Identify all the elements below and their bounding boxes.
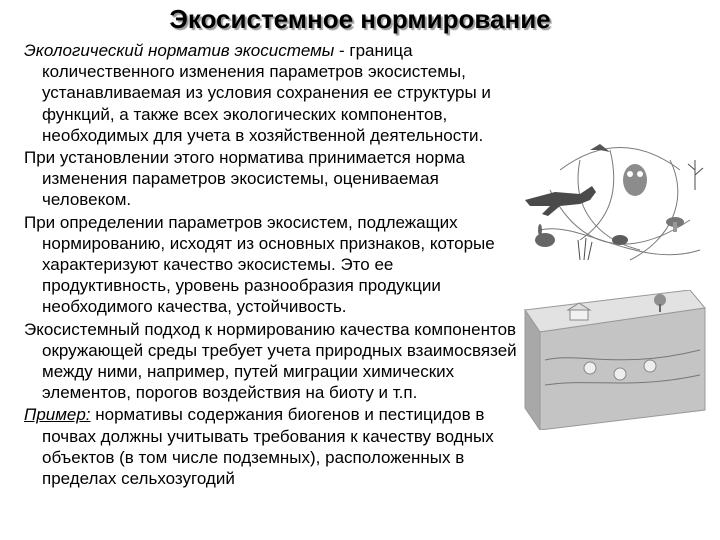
paragraph-example (24, 404, 524, 489)
paragraph-norm: При установлении этого норматива принимается норма изменения параметров экосистемы, оцениваемая человеком. (24, 148, 465, 210)
slide-body (24, 40, 524, 490)
example-text: нормативы содержания биогенов и пестицидов в почвах должны учитывать требования к качеству водных объектов (в том числе подземных), расположенных в пределах сельхозугодий (42, 405, 494, 489)
bird-icon (590, 144, 610, 152)
soil-water-block-illustration (470, 290, 710, 430)
mouse-icon (612, 235, 628, 245)
paragraph-parameters: При определении параметров экосистем, подлежащих нормированию, исходят из основных признаков, которые характеризуют качество экосистемы. Это ее продуктивность, уровень разнообразия продукции необходимого качества, устойчивость. (24, 212, 495, 317)
example-label: Пример: (24, 405, 91, 425)
definition-term: Экологический норматив экосистемы (24, 41, 335, 60)
owl-icon (623, 164, 647, 196)
paragraph-definition (24, 40, 524, 146)
mushroom-icon (666, 217, 684, 232)
rabbit-icon (535, 224, 555, 247)
paragraph-approach: Экосистемный подход к нормированию качества компонентов окружающей среды требует учета природных взаимосвязей между ними, например, путей миграции химических элементов, порогов воздействия на биоту и т.п. (24, 319, 517, 403)
definition-text: - граница количественного изменения параметров экосистемы, устанавливаемая из условия сохранения ее структуры и функций, а также всех экологических компонентов, необходимых для учета в хозяйственной деятельности. (42, 41, 491, 145)
slide-title: Экосистемное нормирование (169, 4, 551, 34)
